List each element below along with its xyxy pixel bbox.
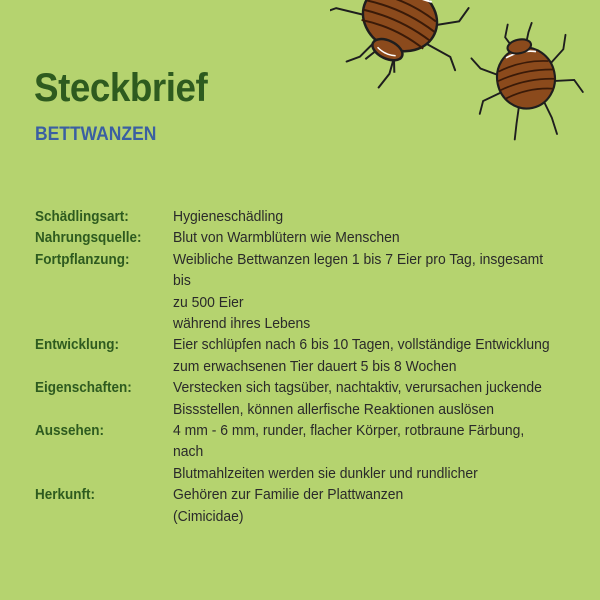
fact-value: Gehören zur Familie der Plattwanzen (Cimicidae) (173, 486, 404, 525)
fact-row-nahrungsquelle (35, 227, 580, 248)
bedbug-icon (463, 12, 590, 149)
fact-value: Hygieneschädling (173, 208, 284, 225)
fact-value: Blut von Warmblütern wie Menschen (173, 229, 400, 247)
bedbug-icon (330, 0, 481, 114)
fact-value: 4 mm - 6 mm, runder, flacher Körper, rotbraune Färbung, nach Blutmahlzeiten werden sie dunkler und rundlicher (173, 422, 525, 482)
fact-label: Nahrungsquelle: (35, 229, 142, 247)
fact-label: Aussehen: (35, 422, 105, 440)
fact-label: Fortpflanzung: (35, 250, 130, 268)
fact-row-entwicklung (35, 334, 580, 377)
fact-row-fortpflanzung (35, 249, 580, 335)
fact-label: Entwicklung: (35, 336, 120, 354)
page-subtitle: BETTWANZEN (35, 124, 157, 145)
fact-row-herkunft (35, 484, 580, 527)
fact-row-eigenschaften (35, 377, 580, 420)
fact-sheet (35, 206, 580, 527)
fact-row-aussehen (35, 420, 580, 484)
fact-value: Weibliche Bettwanzen legen 1 bis 7 Eier pro Tag, insgesamt bis zu 500 Eier während ihres Lebens (173, 250, 544, 333)
page-title: Steckbrief (34, 66, 208, 110)
fact-row-schaedlingsart (35, 206, 580, 227)
fact-value: Verstecken sich tagsüber, nachtaktiv, verursachen juckende Bissstellen, können allerfische Reaktionen auslösen (173, 379, 542, 418)
bedbug-illustration (330, 0, 600, 150)
fact-label: Schädlingsart: (35, 208, 129, 225)
fact-label: Eigenschaften: (35, 379, 132, 397)
fact-value: Eier schlüpfen nach 6 bis 10 Tagen, vollständige Entwicklung zum erwachsenen Tier dauert 5 bis 8 Wochen (173, 336, 550, 375)
fact-label: Herkunft: (35, 486, 96, 504)
